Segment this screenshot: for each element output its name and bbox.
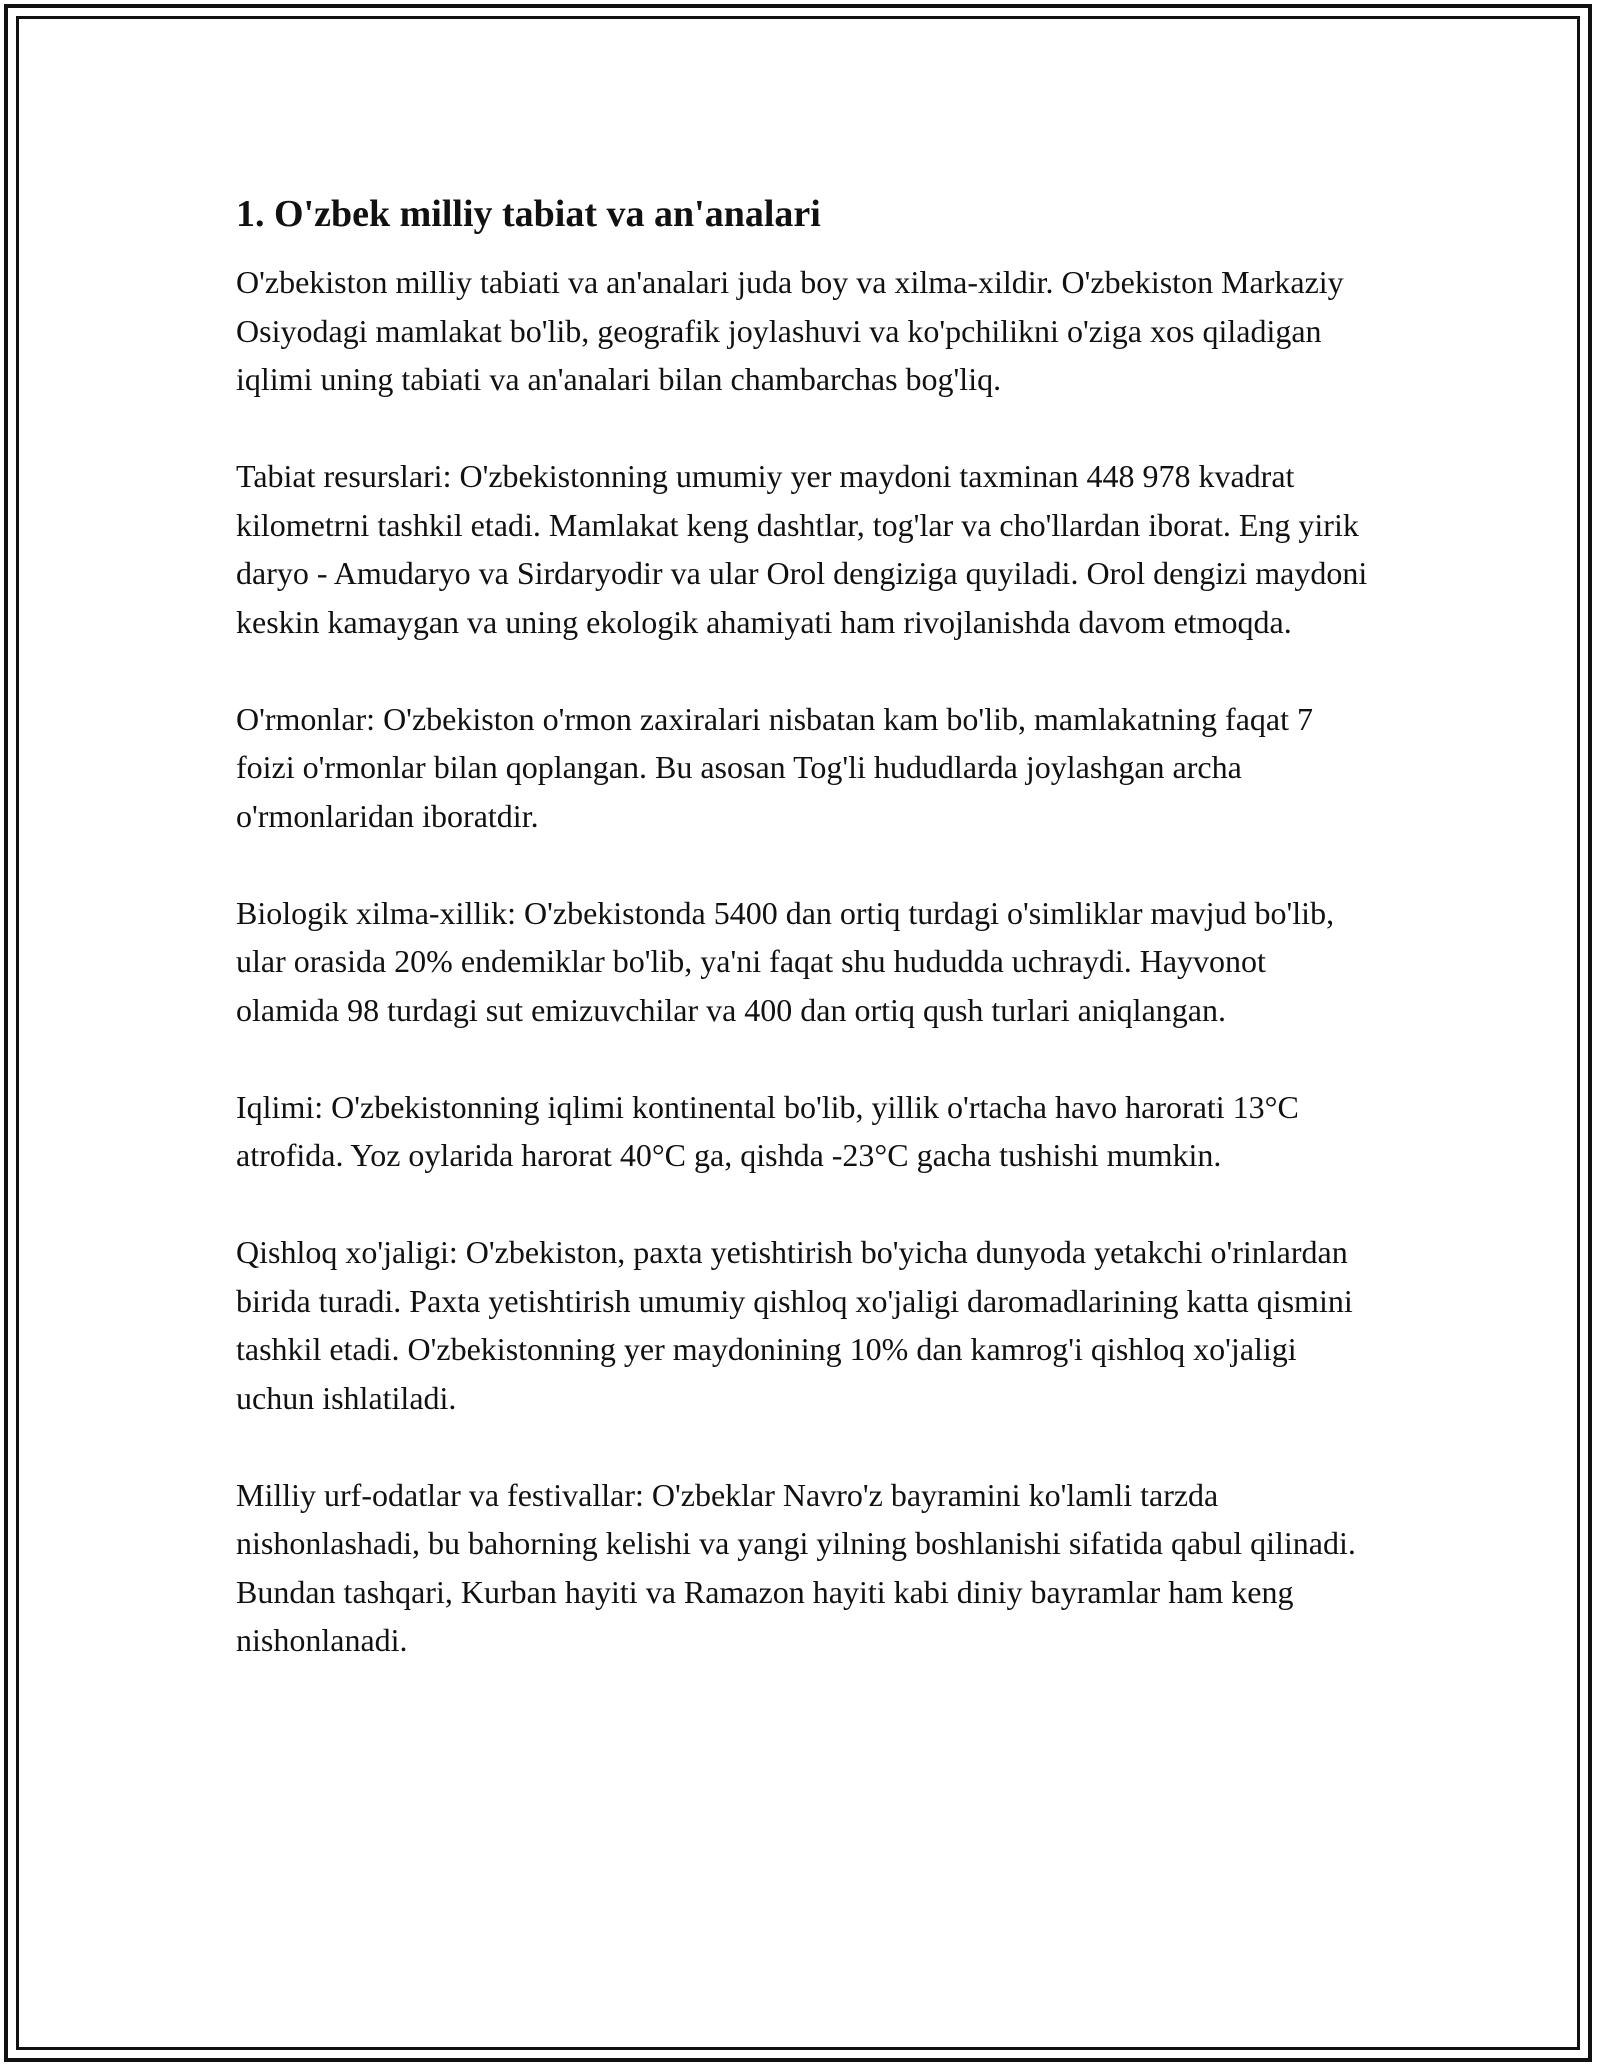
- section-heading: 1. O'zbek milliy tabiat va an'analari: [236, 193, 821, 235]
- document-body: [236, 190, 1376, 1713]
- paragraph-climate: Iqlimi: O'zbekistonning iqlimi kontinental bo'lib, yillik o'rtacha havo harorati 13°C atrofida. Yoz oylarida harorat 40°C ga, qishda -23°C gacha tushishi mumkin.: [236, 1088, 1299, 1173]
- paragraph-biodiversity: Biologik xilma-xillik: O'zbekistonda 5400 dan ortiq turdagi o'simliklar mavjud bo'lib, ular orasida 20% endemiklar bo'lib, ya'ni faqat shu hududda uchraydi. Hayvonot olamida 98 turdagi sut emizuvchilar va 400 dan ortiq qush turlari aniqlangan.: [236, 894, 1335, 1028]
- paragraph-traditions: Milliy urf-odatlar va festivallar: O'zbeklar Navro'z bayramini ko'lamli tarzda nishonlashadi, bu bahorning kelishi va yangi yilning boshlanishi sifatida qabul qilinadi. Bundan tashqari, Kurban hayiti va Ramazon hayiti kabi diniy bayramlar ham keng nishonlanadi.: [236, 1476, 1356, 1658]
- paragraph-agriculture: Qishloq xo'jaligi: O'zbekiston, paxta yetishtirish bo'yicha dunyoda yetakchi o'rinlardan birida turadi. Paxta yetishtirish umumiy qishloq xo'jaligi daromadlarining katta qismini tashkil etadi. O'zbekistonning yer maydonining 10% dan kamrog'i qishloq xo'jaligi uchun ishlatiladi.: [236, 1234, 1353, 1416]
- paragraph-forests: O'rmonlar: O'zbekiston o'rmon zaxiralari nisbatan kam bo'lib, mamlakatning faqat 7 foizi o'rmonlar bilan qoplangan. Bu asosan Tog'li hududlarda joylashgan archa o'rmonlaridan iboratdir.: [236, 700, 1313, 834]
- paragraph-intro: O'zbekiston milliy tabiati va an'analari juda boy va xilma-xildir. O'zbekiston Markaziy Osiyodagi mamlakat bo'lib, geografik joylashuvi va ko'pchilikni o'ziga xos qiladigan iqlimi uning tabiati va an'analari bilan chambarchas bog'liq.: [236, 264, 1344, 397]
- paragraph-natural-resources: Tabiat resurslari: O'zbekistonning umumiy yer maydoni taxminan 448 978 kvadrat kilometrni tashkil etadi. Mamlakat keng dashtlar, tog'lar va cho'llardan iborat. Eng yirik daryo - Amudaryo va Sirdaryodir va ular Orol dengiziga quyiladi. Orol dengizi maydoni keskin kamaygan va uning ekologik ahamiyati ham rivojlanishda davom etmoqda.: [236, 458, 1368, 640]
